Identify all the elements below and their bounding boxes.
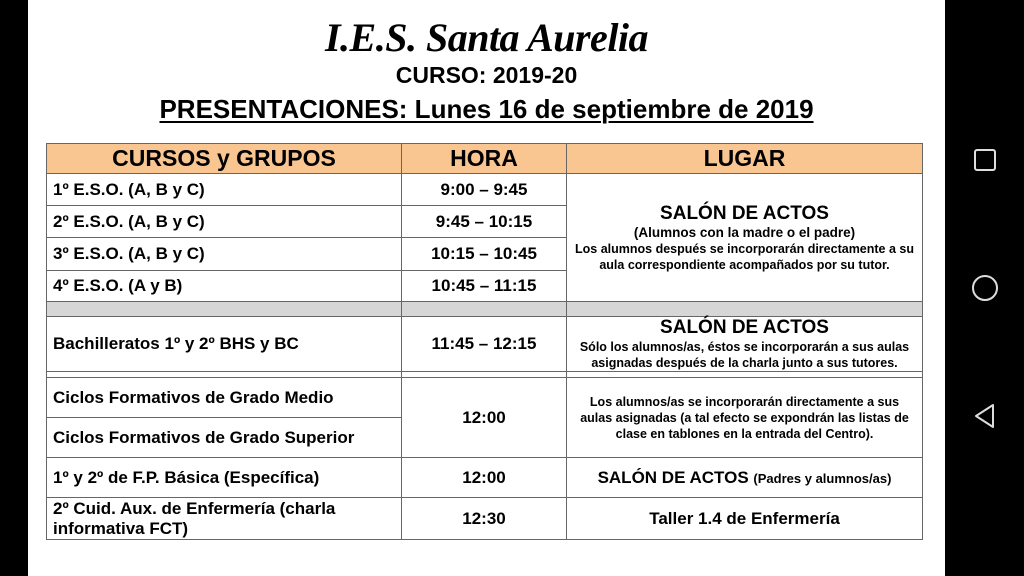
header-groups: CURSOS y GRUPOS [47,144,402,174]
group-cell: Bachilleratos 1º y 2º BHS y BC [47,317,402,372]
recent-apps-button[interactable] [967,142,1003,178]
table-row [47,378,923,418]
time-cell: 10:15 – 10:45 [402,238,567,271]
place-cell-enf: Taller 1.4 de Enfermería [567,498,923,540]
place-detail: Los alumnos/as se incorporarán directamente a sus aulas asignadas (a tal efecto se expondrán las listas de clase en tablones en la entrada del Centro). [580,394,909,441]
separator-row [47,302,923,317]
header-time: HORA [402,144,567,174]
time-cell: 12:00 [402,378,567,458]
table-row [47,458,923,498]
place-cell-bach [567,317,923,372]
table-header-row [47,144,923,174]
group-cell: 2º E.S.O. (A, B y C) [47,206,402,238]
group-cell: Ciclos Formativos de Grado Medio [47,378,402,418]
header-place: LUGAR [567,144,923,174]
place-detail: Sólo los alumnos/as, éstos se incorporarán a sus aulas asignadas después de la charla junto a sus tutores. [579,340,910,370]
place-detail: Los alumnos después se incorporarán directamente a su aula correspondiente acompañados por su tutor. [575,241,914,272]
group-cell: Ciclos Formativos de Grado Superior [47,418,402,458]
time-cell: 9:45 – 10:15 [402,206,567,238]
place-title: SALÓN DE ACTOS [597,467,749,487]
place-cell-ciclos [567,378,923,458]
table-row [47,498,923,540]
group-cell: 3º E.S.O. (A, B y C) [47,238,402,271]
group-cell: 4º E.S.O. (A y B) [47,271,402,302]
back-button[interactable] [967,398,1003,434]
group-cell: 2º Cuid. Aux. de Enfermería (charla informativa FCT) [47,498,402,540]
place-title: SALÓN DE ACTOS [660,202,829,224]
android-navigation-bar [945,0,1024,576]
school-title: I.E.S. Santa Aurelia [324,15,649,60]
table-row [47,174,923,206]
time-cell: 12:30 [402,498,567,540]
time-cell: 11:45 – 12:15 [402,317,567,372]
home-button[interactable] [967,270,1003,306]
schedule-table [46,143,923,540]
left-black-bar [0,0,28,576]
group-cell: 1º y 2º de F.P. Básica (Específica) [47,458,402,498]
back-icon [973,403,997,429]
table-row [47,317,923,372]
time-cell: 12:00 [402,458,567,498]
time-cell: 10:45 – 11:15 [402,271,567,302]
place-note: (Padres y alumnos/as) [753,470,892,486]
presentations-heading: PRESENTACIONES: Lunes 16 de septiembre de 2019 [159,94,814,124]
home-icon [971,274,999,302]
place-cell-eso [567,174,923,302]
place-cell-fpb [567,458,923,498]
course-year: CURSO: 2019-20 [395,62,578,88]
document-page [28,0,945,576]
place-title: SALÓN DE ACTOS [660,317,829,338]
recent-apps-icon [973,148,997,172]
group-cell: 1º E.S.O. (A, B y C) [47,174,402,206]
time-cell: 9:00 – 9:45 [402,174,567,206]
place-note: (Alumnos con la madre o el padre) [633,224,856,240]
